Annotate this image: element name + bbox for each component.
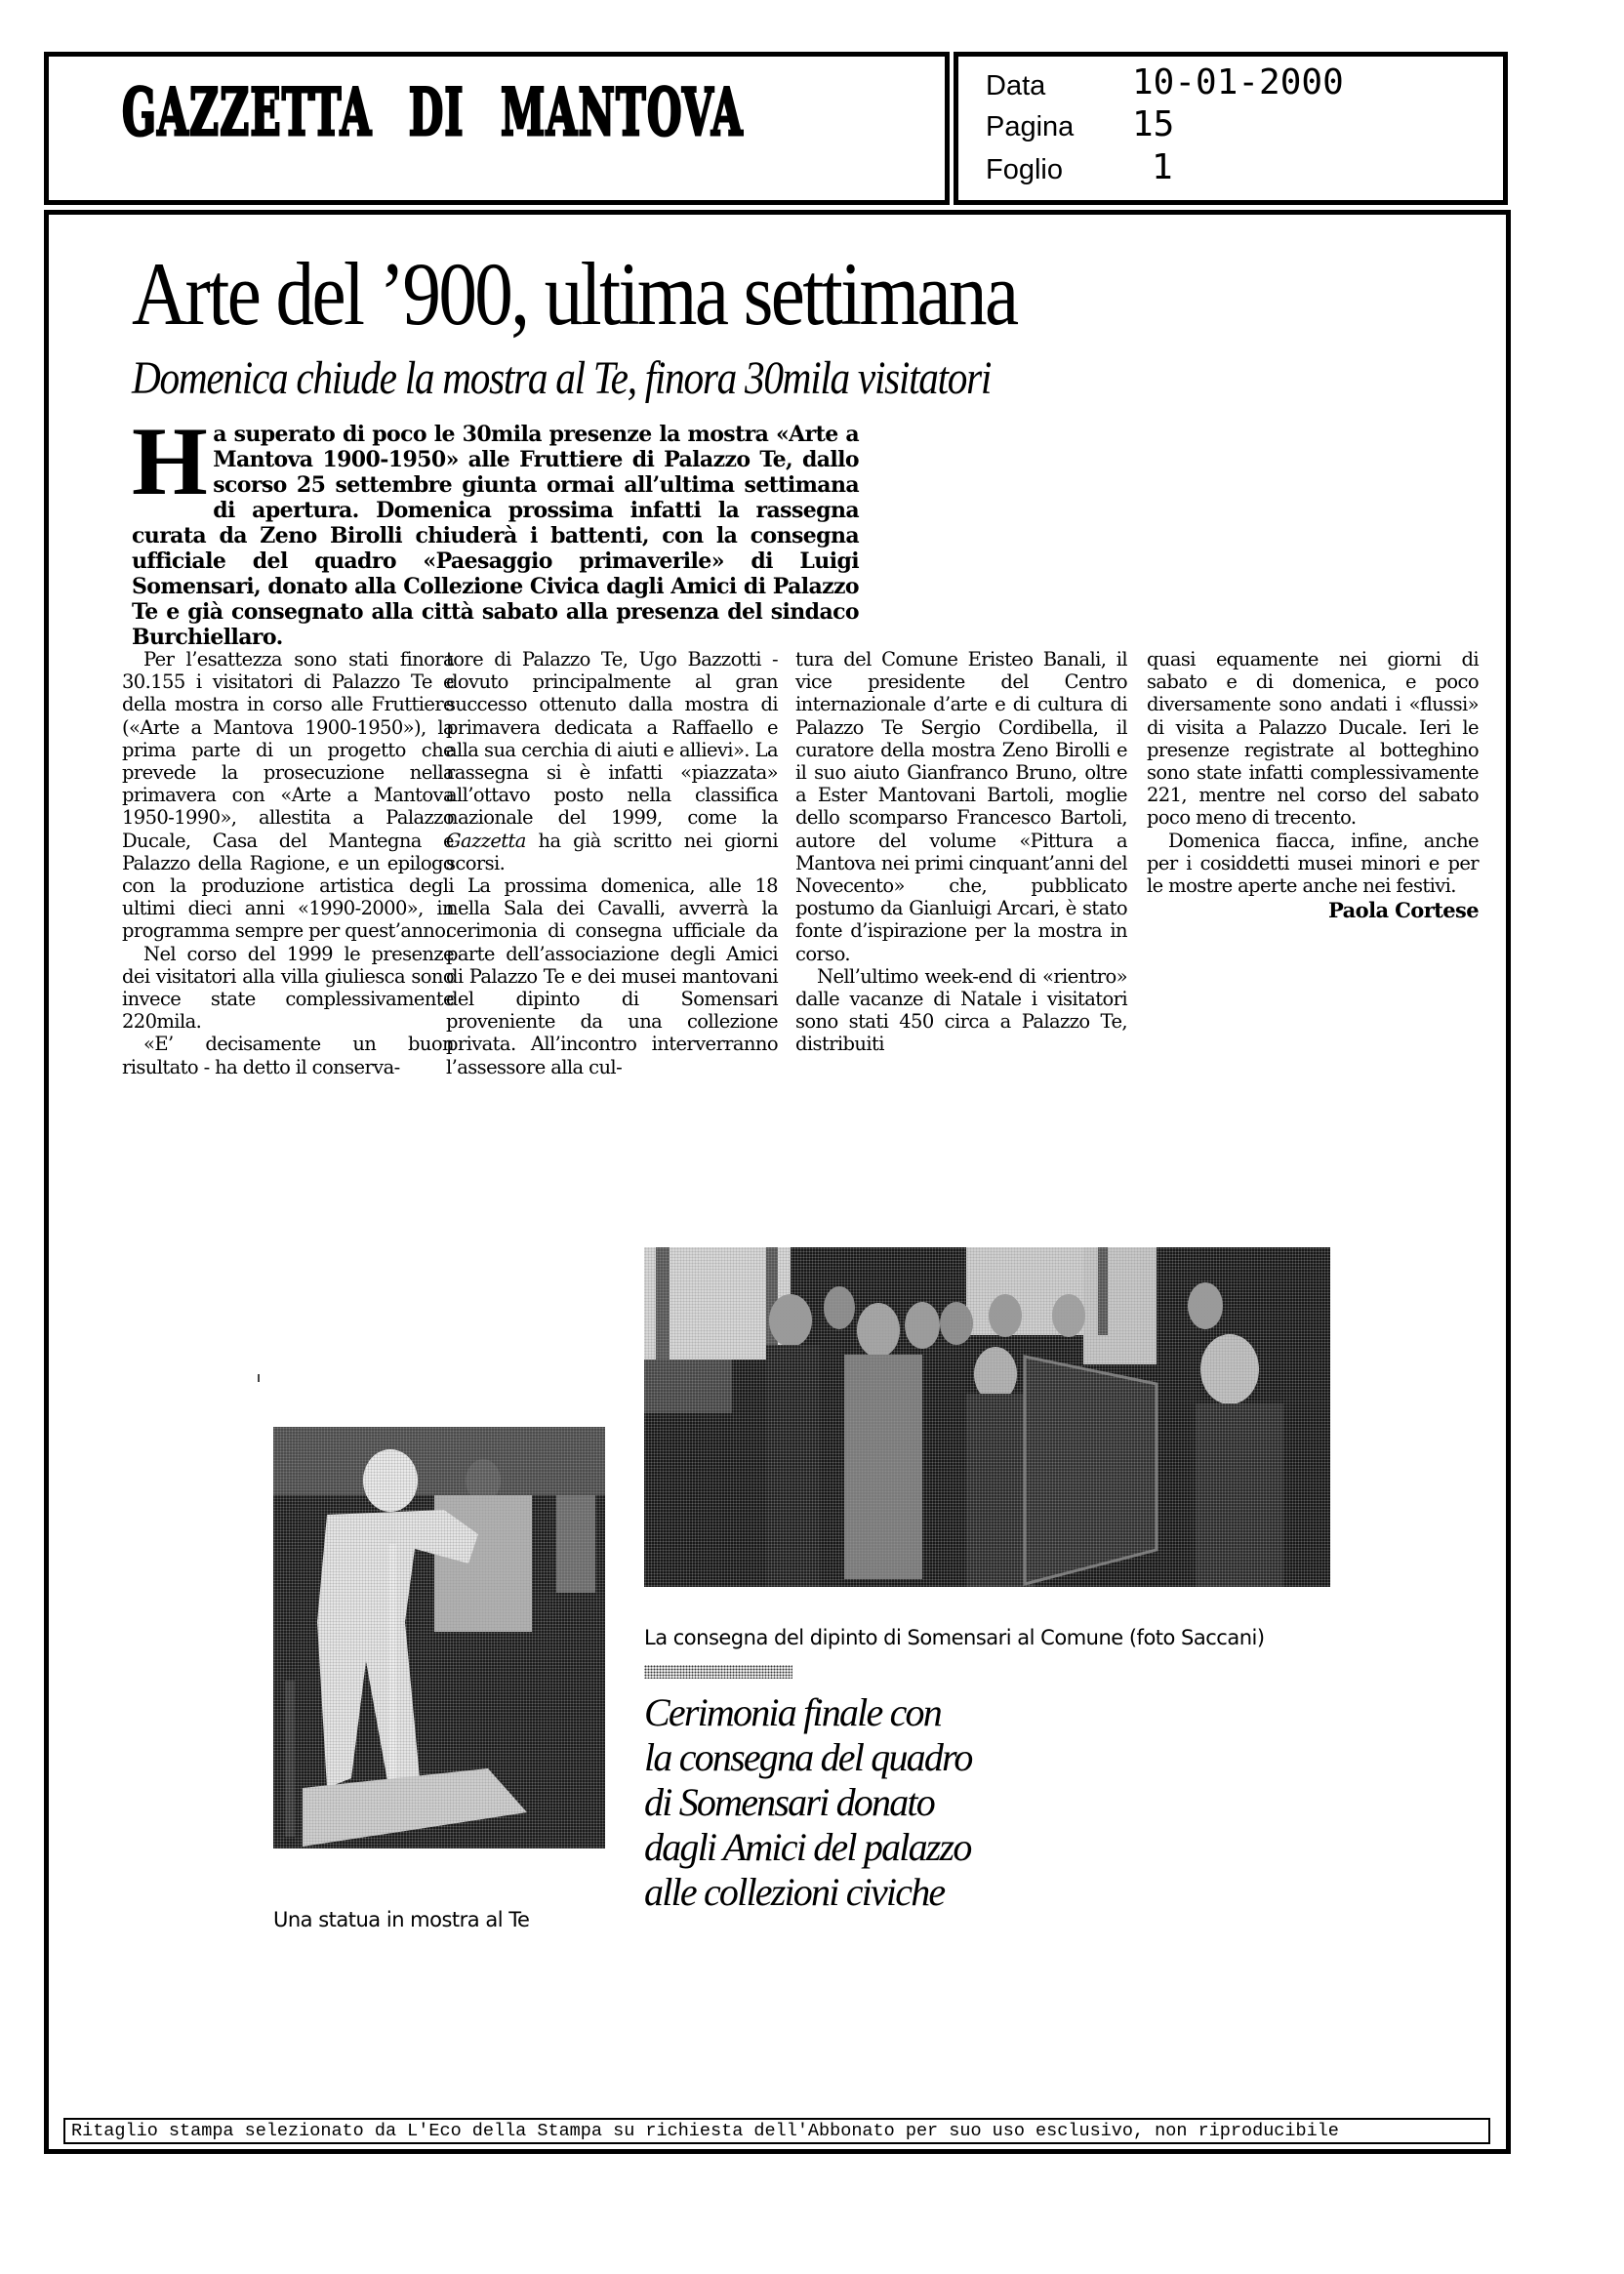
- paragraph: La prossima domenica, alle 18 nella Sala dei Cavalli, avverrà la cerimonia di consegna ufficiale da parte dell’associazione degli Amici di Palazzo Te e dei musei mantovani del dipinto di Somensari proveniente da una collezione privata. All’incontro interverranno l’assessore alla cul-: [446, 874, 778, 1078]
- masthead-logo: [122, 74, 744, 150]
- pullquote-line: alle collezioni civiche: [644, 1870, 945, 1914]
- article-subtitle: Domenica chiude la mostra al Te, finora 30mila visitatori: [132, 352, 992, 404]
- lead-paragraph: [132, 407, 859, 650]
- author-byline: Paola Cortese: [1328, 898, 1479, 923]
- body-column-1: [122, 648, 454, 1078]
- body-column-2: [446, 648, 778, 1078]
- paragraph: Nell’ultimo week-end di «rientro» dalle vacanze di Natale i visitatori sono stati 450 circa a Palazzo Te, distribuiti: [795, 964, 1127, 1056]
- statue-photo-caption: Una statua in mostra al Te: [273, 1908, 530, 1931]
- paragraph: Nel corso del 1999 le presenze dei visitatori alla villa giuliesca sono invece state complessivamente 220mila.: [122, 942, 454, 1034]
- halftone-texture: [273, 1427, 605, 1848]
- clipping-footer-notice: Ritaglio stampa selezionato da L'Eco della Stampa su richiesta dell'Abbonato per suo uso esclusivo, non riproducibile: [63, 2118, 1490, 2144]
- body-column-4: [1147, 648, 1479, 921]
- pullquote-line: dagli Amici del palazzo: [644, 1825, 971, 1869]
- info-label-date: Data: [986, 70, 1046, 102]
- info-label-sheet: Foglio: [986, 154, 1063, 185]
- masthead-word: MANTOVA: [501, 74, 744, 150]
- article-headline: Arte del ’900, ultima settimana: [132, 244, 1017, 344]
- info-value-page: 15: [1132, 104, 1175, 144]
- print-speck: [258, 1374, 260, 1382]
- masthead-word: GAZZETTA: [122, 74, 373, 150]
- masthead-word: DI: [408, 74, 465, 150]
- paragraph: «E’ decisamente un buon risultato - ha detto il conserva-: [122, 1033, 454, 1078]
- pullquote-line: la consegna del quadro: [644, 1735, 972, 1779]
- info-value-date: 10-01-2000: [1132, 62, 1344, 102]
- header-divider: [945, 52, 958, 205]
- pullquote-line: Cerimonia finale con: [644, 1690, 941, 1734]
- paragraph: [446, 648, 778, 874]
- body-column-3: [795, 648, 1127, 1056]
- pullquote-tint-bar: [644, 1665, 792, 1679]
- paragraph: quasi equamente nei giorni di sabato e di domenica, e poco diversamente sono andati i «flussi» di visita a Palazzo Ducale. Ieri le presenze registrate al botteghino sono state infatti complessivamente 221, mentre nel corso del sabato poco meno di trecento.: [1147, 648, 1479, 830]
- halftone-texture: [644, 1247, 1330, 1587]
- pullquote-line: di Somensari donato: [644, 1780, 934, 1824]
- info-value-sheet: 1: [1152, 147, 1173, 187]
- newspaper-name-italic: Gazzetta: [446, 829, 526, 852]
- statue-photo: [273, 1427, 605, 1848]
- pullquote: [644, 1690, 1015, 1915]
- paragraph: Domenica fiacca, infine, anche per i cosiddetti musei minori e per le mostre aperte anche nei festivi.: [1147, 829, 1479, 898]
- group-photo: [644, 1247, 1330, 1587]
- lead-text: a superato di poco le 30mila presenze la mostra «Arte a Mantova 1900-1950» alle Fruttiere di Palazzo Te, dallo scorso 25 settembre giunta ormai all’ultima settimana di apertura. Domenica prossima infatti la rassegna curata da Zeno Birolli chiuderà i battenti, con la consegna ufficiale del quadro «Paesaggio primaverile» di Luigi Somensari, donato alla Collezione Civica dagli Amici di Palazzo Te e già consegnato alla città sabato alla presenza del sindaco Burchiellaro.: [132, 422, 859, 650]
- paragraph: Per l’esattezza sono stati finora 30.155 i visitatori di Palazzo Te e della mostra in corso alle Fruttiere («Arte a Mantova 1900-1950»), la prima parte di un progetto che prevede la prosecuzione nella primavera con «Arte a Mantova 1950-1990», allestita a Palazzo Ducale, Casa del Mantegna e Palazzo della Ragione, e un epilogo con la produzione artistica degli ultimi dieci anni «1990-2000», in programma sempre per quest’anno.: [122, 648, 454, 943]
- info-label-page: Pagina: [986, 111, 1075, 142]
- paragraph-text: tore di Palazzo Te, Ugo Bazzotti - dovuto principalmente al gran successo ottenuto dalla mostra di primavera dedicata a Raffaello e alla sua cerchia di aiuti e allievi». La rassegna si è infatti «piazzata» all’ottavo posto nella classifica nazionale del 1999, come la: [446, 648, 778, 830]
- group-photo-caption: La consegna del dipinto di Somensari al Comune (foto Saccani): [644, 1626, 1265, 1649]
- paragraph-text: ha già scritto nei giorni scorsi.: [446, 829, 778, 874]
- drop-cap: H: [132, 407, 208, 515]
- paragraph: tura del Comune Eristeo Banali, il vice presidente del Centro internazionale d’arte e di cultura di Palazzo Te Sergio Cordibella, il curatore della mostra Zeno Birolli e il suo aiuto Gianfranco Bruno, oltre a Ester Mantovani Bartoli, moglie dello scomparso Francesco Bartoli, autore del volume «Pittura a Mantova nei primi cinquant’anni del Novecento» che, pubblicato postumo da Gianluigi Arcari, è stato fonte d’ispirazione per la mostra in corso.: [795, 648, 1127, 965]
